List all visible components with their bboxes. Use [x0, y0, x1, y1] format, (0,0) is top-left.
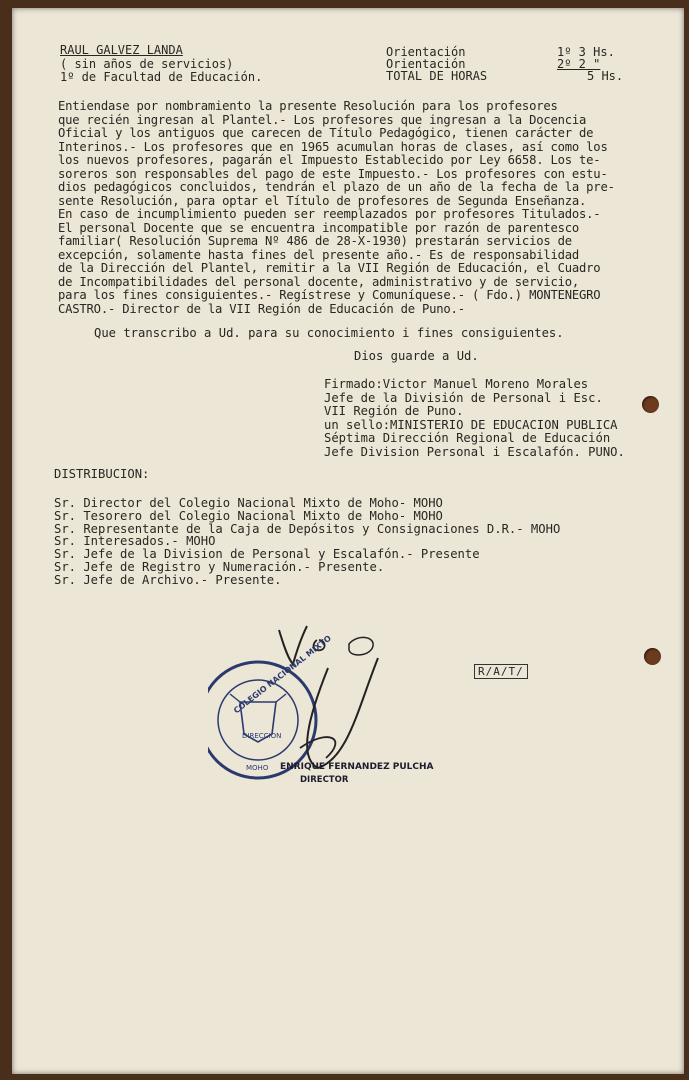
teacher-name: RAUL GALVEZ LANDA — [60, 43, 183, 57]
service-years: ( sin años de servicios) — [60, 56, 234, 71]
transcribo-line: Que transcribo a Ud. para su conocimiento i fines consiguientes. — [94, 326, 564, 340]
orientation-2: Orientación — [386, 57, 466, 71]
seal-line-1: un sello:MINISTERIO DE EDUCACION PUBLICA — [324, 417, 618, 432]
hours-block — [557, 46, 637, 82]
body-line: En caso de incumplimiento pueden ser reemplazados por profesores Titulados.- — [58, 207, 601, 221]
body-line: que recién ingresan al Plantel.- Los profesores que ingresan a la Docencia — [58, 112, 587, 127]
director-title: DIRECTOR — [300, 775, 349, 785]
body-line: Entiendase por nombramiento la presente Resolución para los profesores — [58, 99, 558, 113]
director-name: ENRIQUE FERNANDEZ PULCHA — [280, 762, 434, 772]
distribution-title: DISTRIBUCION: — [54, 467, 150, 481]
signed-by: Firmado:Victor Manuel Moreno Morales — [324, 377, 589, 391]
body-line: CASTRO.- Director de la VII Región de Educación de Puno.- — [58, 301, 465, 316]
distribution-list — [54, 497, 560, 587]
body-line: dios pedagógicos concluidos, tendrán el plazo de un año de la fecha de la pre- — [58, 180, 615, 194]
signer-region: VII Región de Puno. — [324, 404, 464, 418]
body-line: de Incompatibilidades del personal docente, administrativo y de servicio, — [58, 274, 580, 289]
hours-2: 2º 2 " — [557, 57, 601, 71]
body-line: para los fines consiguientes.- Regístrese y Comuníquese.- ( Fdo.) MONTENEGRO — [58, 288, 601, 302]
header-left — [60, 44, 262, 85]
total-hours-label: TOTAL DE HORAS — [386, 69, 488, 83]
body-line: El personal Docente que se encuentra incompatible por razón de parentesco — [58, 220, 580, 235]
distribution-item: Sr. Jefe de la Division de Personal y Escalafón.- Presente — [54, 547, 480, 562]
faculty-line: 1º de Facultad de Educación. — [60, 70, 263, 84]
body-line: de la Dirección del Plantel, remitir a la VII Región de Educación, el Cuadro — [58, 261, 601, 275]
hours-1: 1º 3 Hs. — [557, 45, 615, 59]
body-line: Oficial y los antiguos que carecen de Título Pedagógico, tienen carácter de — [58, 126, 594, 140]
document-page — [12, 8, 684, 1074]
hours-total: 5 Hs. — [587, 69, 624, 83]
body-line: excepción, solamente hasta fines del presente año.- Es de responsabilidad — [58, 247, 580, 262]
distribution-item: Sr. Tesorero del Colegio Nacional Mixto de Moho- MOHO — [54, 508, 443, 523]
resolution-text — [58, 100, 658, 316]
seal-line-2: Séptima Dirección Regional de Educación — [324, 431, 611, 445]
distribution-item: Sr. Jefe de Archivo.- Presente. — [54, 572, 282, 587]
seal-line-3: Jefe Division Personal i Escalafón. PUNO. — [324, 444, 625, 459]
body-line: familiar( Resolución Suprema Nº 486 de 28-X-1930) prestarán servicios de — [58, 234, 572, 248]
signature-block — [324, 378, 625, 459]
dios-guarde-line: Dios guarde a Ud. — [354, 349, 479, 363]
orientation-1: Orientación — [386, 45, 466, 59]
body-line: soreros son responsables del pago de este Impuesto.- Los profesores con estu- — [58, 166, 608, 181]
signer-title: Jefe de la División de Personal i Esc. — [324, 390, 603, 405]
punch-hole-bottom — [644, 648, 661, 665]
body-line: Interinos.- Los profesores que en 1965 acumulan horas de clases, así como los — [58, 139, 608, 154]
punch-hole-top — [642, 396, 659, 413]
stamp-center-text: DIRECCION — [242, 732, 282, 740]
body-line: sente Resolución, para optar el Título de profesores de Segunda Enseñanza. — [58, 193, 587, 208]
reference-mark: R/A/T/ — [474, 664, 528, 679]
body-line: los nuevos profesores, pagarán el Impuesto Establecido por Ley 6658. Los te- — [58, 153, 601, 167]
distribution-item: Sr. Director del Colegio Nacional Mixto de Moho- MOHO — [54, 496, 443, 510]
distribution-item: Sr. Representante de la Caja de Depósitos y Consignaciones D.R.- MOHO — [54, 521, 561, 536]
distribution-item: Sr. Jefe de Registro y Numeración.- Presente. — [54, 559, 385, 574]
orientation-block — [386, 46, 506, 82]
distribution-item: Sr. Interesados.- MOHO — [54, 534, 216, 549]
stamp-ring-text: COLEGIO NACIONAL MIXTO — [232, 633, 333, 716]
stamp-bottom-text: MOHO — [246, 764, 269, 772]
